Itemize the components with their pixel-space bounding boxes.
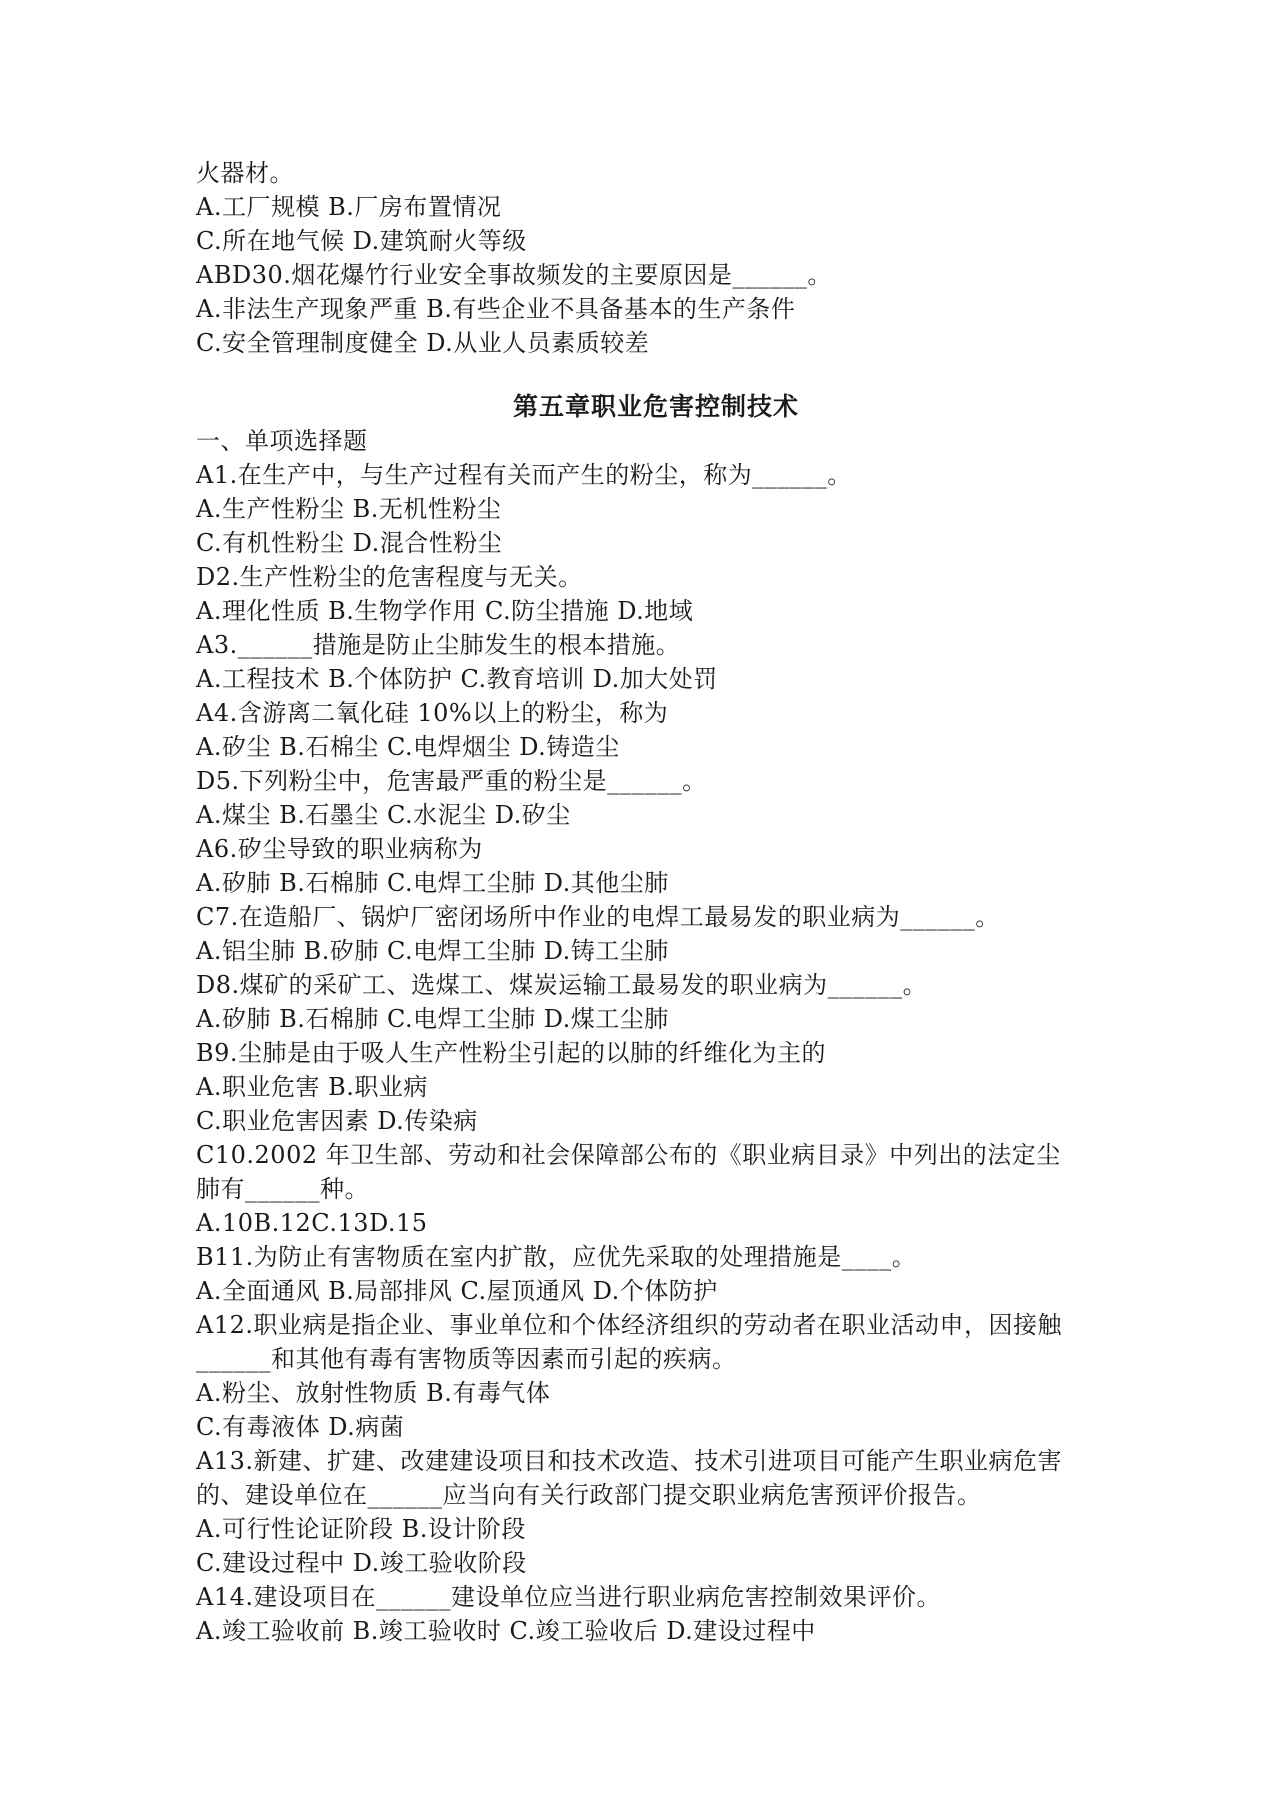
question-line: A12.职业病是指企业、事业单位和个体经济组织的劳动者在职业活动申，因接触 [196,1311,1062,1339]
text-line: C.所在地气候 D.建筑耐火等级 [196,227,527,255]
section-gap [196,360,1096,390]
question-line: A14.建设项目在______建设单位应当进行职业病危害控制效果评价。 [196,1583,941,1611]
options-line: A.粉尘、放射性物质 B.有毒气体 [196,1379,551,1407]
options-line: A.全面通风 B.局部排风 C.屋顶通风 D.个体防护 [196,1277,718,1305]
question-line: D5.下列粉尘中，危害最严重的粉尘是______。 [196,767,707,795]
document-page [196,156,1096,1648]
options-line: A.可行性论证阶段 B.设计阶段 [196,1515,526,1543]
question-line: B11.为防止有害物质在室内扩散，应优先采取的处理措施是____。 [196,1243,917,1271]
options-line: A.煤尘 B.石墨尘 C.水泥尘 D.矽尘 [196,801,571,829]
question-line: A1.在生产中，与生产过程有关而产生的粉尘，称为______。 [196,461,852,489]
text-line: A.非法生产现象严重 B.有些企业不具备基本的生产条件 [196,295,796,323]
question-line: A4.含游离二氧化硅 10%以上的粉尘，称为 [196,699,669,727]
options-line: A.理化性质 B.生物学作用 C.防尘措施 D.地域 [196,597,694,625]
options-line: A.生产性粉尘 B.无机性粉尘 [196,495,502,523]
options-line: A.矽尘 B.石棉尘 C.电焊烟尘 D.铸造尘 [196,733,620,761]
options-line: A.铝尘肺 B.矽肺 C.电焊工尘肺 D.铸工尘肺 [196,937,669,965]
question-line: 肺有______种。 [196,1175,369,1203]
options-line: C.建设过程中 D.竣工验收阶段 [196,1549,527,1577]
question-line: B9.尘肺是由于吸人生产性粉尘引起的以肺的纤维化为主的 [196,1039,827,1067]
text-line: ABD30.烟花爆竹行业安全事故频发的主要原因是______。 [196,261,832,289]
options-line: A.10B.12C.13D.15 [196,1209,428,1237]
text-line: 火器材。 [196,159,294,187]
options-line: A.职业危害 B.职业病 [196,1073,428,1101]
chapter-title: 第五章职业危害控制技术 [512,392,799,421]
chapter-body [196,424,1096,1648]
question-line: ______和其他有毒有害物质等因素而引起的疾病。 [196,1345,737,1373]
top-section [196,156,1096,360]
options-line: A.矽肺 B.石棉肺 C.电焊工尘肺 D.煤工尘肺 [196,1005,669,1033]
options-line: A.竣工验收前 B.竣工验收时 C.竣工验收后 D.建设过程中 [196,1617,816,1645]
question-line: 的、建设单位在______应当向有关行政部门提交职业病危害预评价报告。 [196,1481,982,1509]
text-line: A.工厂规模 B.厂房布置情况 [196,193,502,221]
section-heading: 一、单项选择题 [196,427,368,455]
question-line: D2.生产性粉尘的危害程度与无关。 [196,563,583,591]
options-line: C.有机性粉尘 D.混合性粉尘 [196,529,503,557]
question-line: C10.2002 年卫生部、劳动和社会保障部公布的《职业病目录》中列出的法定尘 [196,1141,1061,1169]
question-line: D8.煤矿的采矿工、选煤工、煤炭运输工最易发的职业病为______。 [196,971,928,999]
options-line: C.有毒液体 D.病菌 [196,1413,405,1441]
question-line: A3.______措施是防止尘肺发生的根本措施。 [196,631,681,659]
options-line: A.矽肺 B.石棉肺 C.电焊工尘肺 D.其他尘肺 [196,869,669,897]
text-line: C.安全管理制度健全 D.从业人员素质较差 [196,329,650,357]
options-line: A.工程技术 B.个体防护 C.教育培训 D.加大处罚 [196,665,718,693]
question-line: A13.新建、扩建、改建建设项目和技术改造、技术引进项目可能产生职业病危害 [196,1447,1062,1475]
question-line: A6.矽尘导致的职业病称为 [196,835,483,863]
options-line: C.职业危害因素 D.传染病 [196,1107,478,1135]
question-line: C7.在造船厂、锅炉厂密闭场所中作业的电焊工最易发的职业病为______。 [196,903,1000,931]
